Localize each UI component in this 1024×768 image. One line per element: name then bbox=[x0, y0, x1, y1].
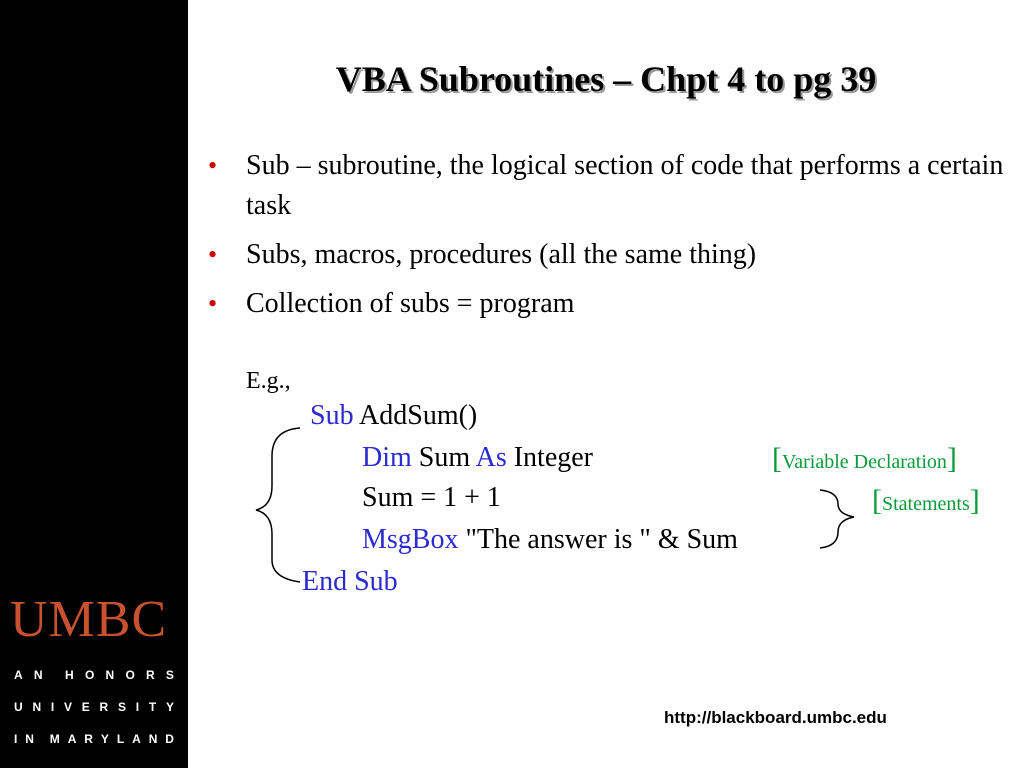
keyword-as: As bbox=[475, 442, 507, 473]
bullet-item: • Subs, macros, procedures (all the same thing) bbox=[208, 235, 1008, 275]
code-line-dim: Dim Sum As Integer bbox=[362, 442, 594, 473]
left-brace-icon bbox=[256, 428, 300, 582]
keyword-sub: Sub bbox=[310, 400, 354, 431]
right-brace-icon bbox=[820, 490, 854, 548]
bullet-icon: • bbox=[208, 240, 218, 269]
umbc-logo: UMBC bbox=[10, 591, 168, 648]
keyword-end-sub: End Sub bbox=[302, 566, 398, 597]
keyword-msgbox: MsgBox bbox=[362, 524, 459, 555]
annotation-declaration: [Variable Declaration] bbox=[772, 442, 957, 475]
code-line-assign: Sum = 1 + 1 bbox=[362, 482, 501, 513]
code-line-sub: Sub AddSum() bbox=[310, 400, 478, 431]
logo-tagline-3: I N M A R Y L A N D bbox=[14, 732, 174, 746]
bullet-icon: • bbox=[208, 289, 218, 318]
bullet-item: • Sub – subroutine, the logical section of code that performs a certain task bbox=[208, 146, 1008, 226]
keyword-dim: Dim bbox=[362, 442, 412, 473]
code-line-end-sub bbox=[302, 566, 398, 598]
example-label: E.g., bbox=[246, 368, 291, 394]
logo-tagline-2: U N I V E R S I T Y bbox=[14, 700, 174, 714]
code-line-msgbox: MsgBox "The answer is " & Sum bbox=[362, 524, 738, 555]
bullet-icon: • bbox=[208, 151, 218, 180]
bullet-item: • Collection of subs = program bbox=[208, 284, 1008, 324]
annotation-statements: [Statements] bbox=[872, 484, 980, 517]
logo-tagline-1: A N H O N O R S bbox=[14, 668, 174, 682]
footer-url: http://blackboard.umbc.edu bbox=[664, 708, 887, 727]
slide-title: VBA Subroutines – Chpt 4 to pg 39 bbox=[335, 59, 877, 99]
